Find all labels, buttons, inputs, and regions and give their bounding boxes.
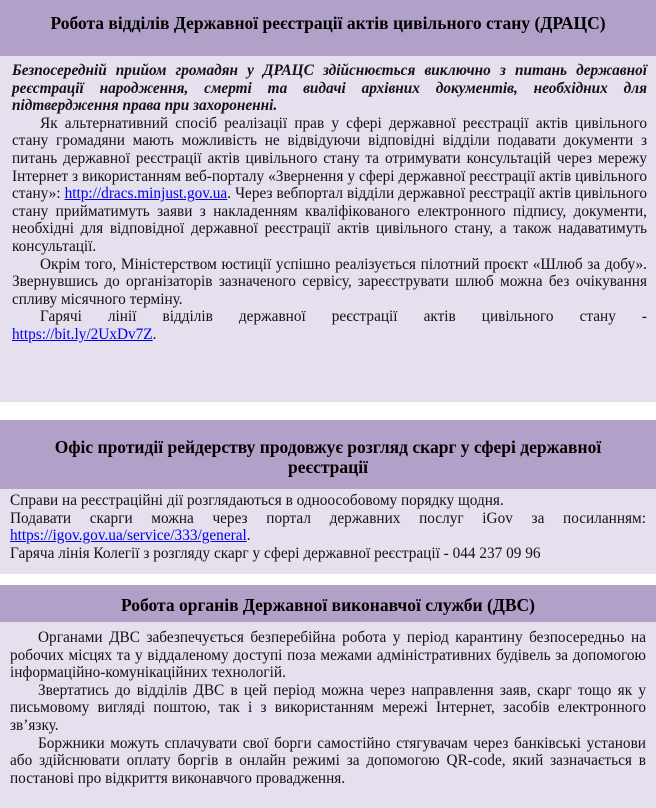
- hotline-link-line: [12, 326, 647, 344]
- paragraph: Боржники можуть сплачувати свої борги самостійно стягувачам через банківські установи або здійснювати оплату боргів в онлайн режимі за допомогою QR-code, який зазначається в постанові про відкриття виконавчого провадження.: [10, 734, 646, 787]
- section-title: Робота відділів Державної реєстрації актів цивільного стану (ДРАЦС): [50, 13, 606, 33]
- paragraph-text: Подавати скарги можна через портал державних послуг iGov за посиланням:: [10, 509, 646, 527]
- section-header: [0, 420, 656, 489]
- punctuation: .: [152, 325, 157, 343]
- section-dvs: [0, 585, 656, 808]
- section-dracs: [0, 0, 656, 402]
- paragraph-text: Як альтернативний спосіб реалізації прав у сфері державної реєстрації актів цивільного стану громадяни мають можливість не відвідуючи відповідні відділи подавати документи з питань державної реєстрації актів цивільного стану та отримувати консультацій через мережу Інтернет з використанням веб-порталу «Звернення у сфері державної реєстрації актів цивільного стану»:: [12, 114, 647, 203]
- igov-link[interactable]: https://igov.gov.ua/service/333/general: [10, 527, 247, 545]
- section-body: [0, 56, 656, 402]
- dracs-link[interactable]: http://dracs.minjust.gov.ua: [64, 185, 228, 203]
- hotline-paragraph: Гаряча лінія Колегії з розгляду скарг у сфері державної реєстрації - 044 237 09 96: [10, 544, 541, 562]
- bold-intro: Безпосередній прийом громадян у ДРАЦС здійснюється виключно з питань державної реєстрації народження, смерті та видачі архівних документів, необхідних для підтвердження права при захороненні.: [12, 62, 647, 115]
- section-title: Офіс протидії рейдерству продовжує розгляд скарг у сфері державної реєстрації: [54, 437, 602, 477]
- section-body: [0, 489, 656, 574]
- paragraph: Окрім того, Міністерством юстиції успішно реалізується пілотний проєкт «Шлюб за добу». Звернувшись до організаторів зазначеного сервісу, зареєструвати шлюб можна без очікування спливу місячного терміну.: [12, 255, 647, 308]
- section-header: [0, 0, 656, 56]
- paragraph: Справи на реєстраційні дії розглядаються в одноособовому порядку щодня.: [10, 492, 504, 509]
- paragraph: Звертатись до відділів ДВС в цей період можна через направлення заяв, скарг тощо як у письмовому вигляді поштою, так і з використанням мережі Інтернет, засобів електронного зв’язку.: [10, 681, 646, 734]
- hotline-link[interactable]: https://bit.ly/2UxDv7Z: [12, 325, 153, 343]
- paragraph: Органами ДВС забезпечується безперебійна робота у період карантину безпосередньо на робочих місцях та у віддаленому доступі поза межами адміністративних будівель за допомогою інформаційно-комунікаційних технологій.: [10, 629, 646, 682]
- paragraph-text: . Через вебпортал відділи державної реєстрації актів цивільного стану прийматимуть заяви з накладенням кваліфікованого електронного підпису, документи, необхідні для відповідної державної реєстрації актів цивільного стану, а також надаватимуть консультації.: [12, 185, 648, 255]
- section-raiding-office: [0, 420, 656, 574]
- section-title: Робота органів Державної виконавчої служби (ДВС): [120, 595, 536, 615]
- punctuation: .: [246, 527, 251, 545]
- hotline-paragraph: Гарячі лінії відділів державної реєстрації актів цивільного стану -: [40, 308, 647, 326]
- paragraph: [12, 115, 647, 256]
- paragraph: [10, 510, 646, 545]
- section-header: [0, 585, 656, 622]
- section-body: [0, 622, 656, 808]
